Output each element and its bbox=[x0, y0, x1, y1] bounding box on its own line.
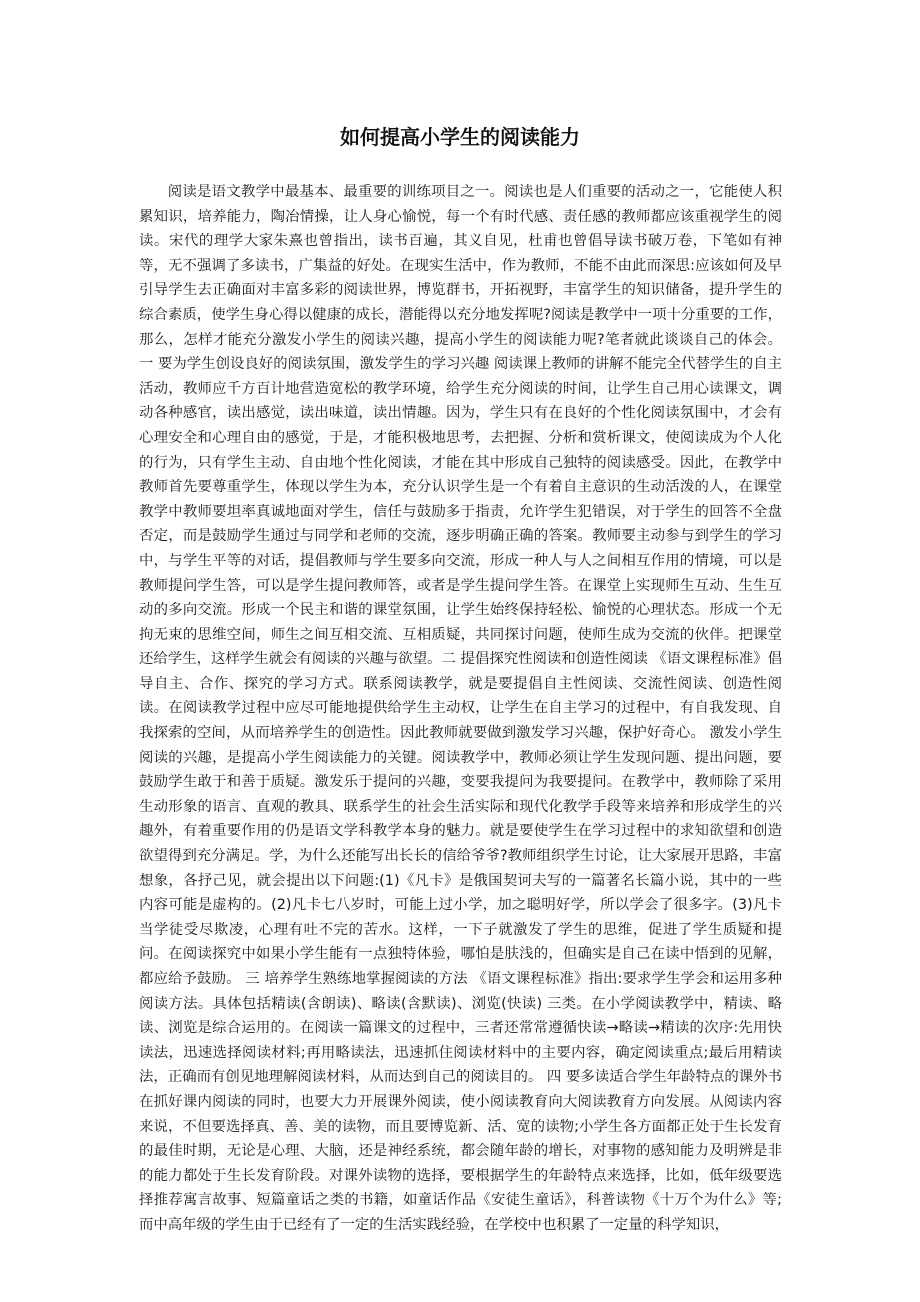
document-body-paragraph: 阅读是语文教学中最基本、最重要的训练项目之一。阅读也是人们重要的活动之一，它能使人积累知识，培养能力，陶冶情操，让人身心愉悦，每一个有时代感、责任感的教师都应该重视学生的阅读。宋代的理学大家朱熹也曾指出，读书百遍，其义自见，杜甫也曾倡导读书破万卷，下笔如有神等，无不强调了多读书，广集益的好处。在现实生活中，作为教师，不能不由此而深思:应该如何及早引导学生去正确面对丰富多彩的阅读世界，博览群书，开拓视野，丰富学生的知识储备，提升学生的综合素质，使学生身心得以健康的成长，潜能得以充分地发挥呢?阅读是教学中一项十分重要的工作，那么，怎样才能充分激发小学生的阅读兴趣，提高小学生的阅读能力呢?笔者就此谈谈自己的体会。 一 要为学生创设良好的阅读氛围，激发学生的学习兴趣 阅读课上教师的讲解不能完全代替学生的自主活动，教师应千方百计地营造宽松的教学环境，给学生充分阅读的时间，让学生自己用心读课文，调动各种感官，读出感觉，读出味道，读出情趣。因为，学生只有在良好的个性化阅读氛围中，才会有心理安全和心理自由的感觉，于是，才能积极地思考，去把握、分析和赏析课文，使阅读成为个人化的行为，只有学生主动、自由地个性化阅读，才能在其中形成自己独特的阅读感受。因此，在教学中教师首先要尊重学生，体现以学生为本，充分认识学生是一个有着自主意识的生动活泼的人，在课堂教学中教师要坦率真诚地面对学生，信任与鼓励多于指责，允许学生犯错误，对于学生的回答不全盘否定，而是鼓励学生通过与同学和老师的交流，逐步明确正确的答案。教师要主动参与到学生的学习中，与学生平等的对话，提倡教师与学生要多向交流，形成一种人与人之间相互作用的情境，可以是教师提问学生答，可以是学生提问教师答，或者是学生提问学生答。在课堂上实现师生互动、生生互动的多向交流。形成一个民主和谐的课堂氛围，让学生始终保持轻松、愉悦的心理状态。形成一个无拘无束的思维空间，师生之间互相交流、互相质疑，共同探讨问题，使师生成为交流的伙伴。把课堂还给学生，这样学生就会有阅读的兴趣与欲望。二 提倡探究性阅读和创造性阅读 《语文课程标准》倡导自主、合作、探究的学习方式。联系阅读教学，就是要提倡自主性阅读、交流性阅读、创造性阅读。在阅读教学过程中应尽可能地提供给学生主动权，让学生在自主学习的过程中，有自我发现、自我探索的空间，从而培养学生的创造性。因此教师就要做到激发学习兴趣，保护好奇心。 激发小学生阅读的兴趣，是提高小学生阅读能力的关键。阅读教学中，教师必须让学生发现问题、提出问题，要鼓励学生敢于和善于质疑。激发乐于提问的兴趣，变要我提问为我要提问。在教学中，教师除了采用生动形象的语言、直观的教具、联系学生的社会生活实际和现代化教学手段等来培养和形成学生的兴趣外，有着重要作用的仍是语文学科教学本身的魅力。就是要使学生在学习过程中的求知欲望和创造欲望得到充分满足。学，为什么还能写出长长的信给爷爷?教师组织学生讨论，让大家展开思路，丰富想象，各抒己见，就会提出以下问题:(1)《凡卡》是俄国契诃夫写的一篇著名长篇小说，其中的一些内容可能是虚构的。(2)凡卡七八岁时，可能上过小学，加之聪明好学，所以学会了很多字。(3)凡卡当学徒受尽欺凌，心理有吐不完的苦水。这样，一下子就激发了学生的思维，促进了学生质疑和提问。在阅读探究中如果小学生能有一点独特体验，哪怕是肤浅的，但确实是自己在读中悟到的见解，都应给予鼓励。 三 培养学生熟练地掌握阅读的方法 《语文课程标准》指出:要求学生学会和运用多种阅读方法。具体包括精读(含朗读)、略读(含默读)、浏览(快读) 三类。在小学阅读教学中，精读、略读、浏览是综合运用的。在阅读一篇课文的过程中，三者还常常遵循快读→略读→精读的次序:先用快读法，迅速选择阅读材料;再用略读法，迅速抓住阅读材料中的主要内容，确定阅读重点;最后用精读法，正确而有创见地理解阅读材料，从而达到自己的阅读目的。 四 要多读适合学生年龄特点的课外书 在抓好课内阅读的同时，也要大力开展课外阅读，使小阅读教育向大阅读教育方向发展。从阅读内容来说，不但要选择真、善、美的读物，而且要博览新、活、宽的读物;小学生各方面都正处于生长发育的最佳时期，无论是心理、大脑，还是神经系统，都会随年龄的增长，对事物的感知能力及明辨是非的能力都处于生长发育阶段。对课外读物的选择，要根据学生的年龄特点来选择，比如，低年级要选择推荐寓言故事、短篇童话之类的书籍，如童话作品《安徒生童话》，科普读物《十万个为什么》等;而中高年级的学生由于已经有了一定的生活实践经验，在学校中也积累了一定量的科学知识， bbox=[139, 184, 782, 1233]
document-title: 如何提高小学生的阅读能力 bbox=[340, 125, 580, 149]
